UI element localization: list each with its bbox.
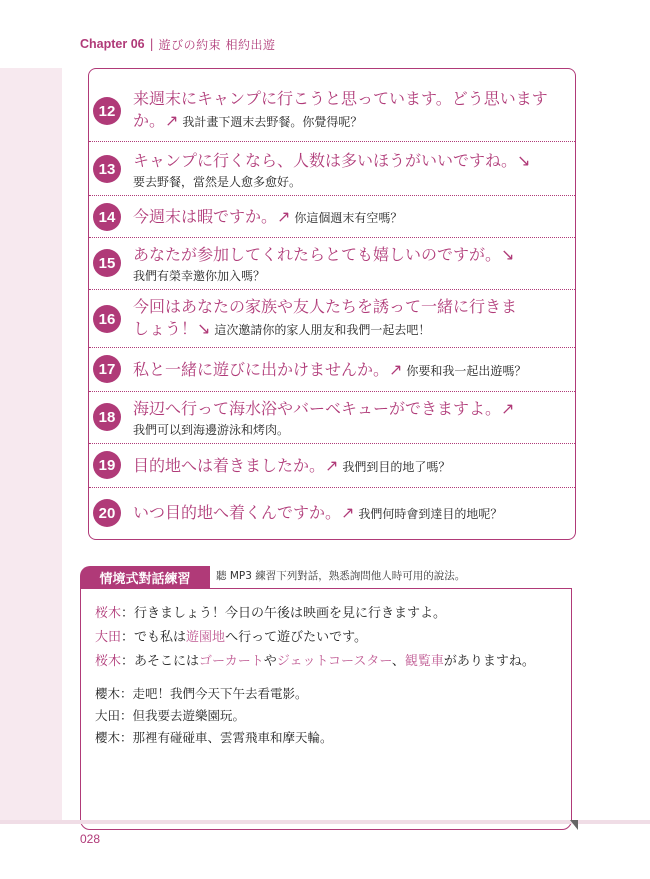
phrase-japanese — [133, 89, 567, 109]
phrase-item-12 — [89, 79, 575, 142]
dialog-text: あそこには — [134, 654, 200, 669]
dialog-zh-line-2 — [95, 707, 245, 725]
dialog-instruction: 聽 MP3 練習下列對話，熟悉詢問他人時可用的說法。 — [216, 570, 466, 582]
phrase-japanese-cont — [133, 319, 567, 340]
phrase-number: 13 — [98, 160, 116, 178]
speaker-colon: ： — [121, 654, 135, 669]
dialog-highlight: ジェットコースター — [276, 654, 392, 669]
phrase-japanese-line1: 私と一緒に遊びに出かけませんか。↗ — [133, 360, 403, 379]
phrase-item-17 — [89, 347, 575, 392]
phrase-number: 12 — [98, 102, 116, 120]
phrase-number-badge — [93, 355, 121, 383]
phrase-number: 16 — [98, 310, 116, 328]
phrase-japanese-line1: あなたが参加してくれたらとても嬉しいのですが。↘ — [133, 245, 515, 264]
side-band — [0, 68, 62, 820]
phrase-japanese — [133, 503, 567, 524]
page-number: 028 — [80, 832, 101, 846]
phrase-japanese — [133, 360, 567, 381]
phrase-number: 18 — [98, 408, 116, 426]
speaker-colon: ： — [120, 708, 133, 723]
phrase-number-badge — [93, 97, 121, 125]
phrase-chinese: 我們何時會到達目的地呢？ — [358, 507, 503, 521]
phrase-chinese: 我們可以到海邊游泳和烤肉。 — [133, 423, 290, 437]
phrase-japanese-line1: 今週末は暇ですか。↗ — [133, 207, 291, 226]
speaker-name: 大田 — [95, 708, 121, 723]
dialog-jp-line-2 — [95, 629, 367, 647]
chapter-number: Chapter 06 — [80, 37, 145, 51]
phrase-japanese — [133, 151, 567, 171]
phrase-item-15 — [89, 237, 575, 290]
phrase-japanese-line2: しょう！↘ — [133, 319, 211, 338]
dialog-section-label: 情境式對話練習 — [80, 566, 210, 588]
speaker-name: 桜木 — [95, 606, 122, 621]
dialog-jp-line-3 — [95, 653, 535, 671]
phrase-japanese-line1: 目的地へは着きましたか。↗ — [133, 456, 339, 475]
phrase-japanese-line1: キャンプに行くなら、人数は多いほうがいいですね。↘ — [133, 151, 531, 170]
dialog-text: 、 — [391, 654, 405, 669]
phrase-number: 19 — [98, 456, 116, 474]
dialog-text: でも私は — [134, 630, 187, 645]
dialog-highlight: 観覧車 — [404, 654, 444, 669]
speaker-colon: ： — [120, 730, 133, 745]
speaker-name: 桜木 — [95, 654, 122, 669]
phrase-number-badge — [93, 249, 121, 277]
dialog-box — [80, 588, 572, 830]
phrase-number-badge — [93, 451, 121, 479]
dialog-text: 但我要去遊樂園玩。 — [132, 708, 246, 723]
chapter-header — [80, 34, 275, 54]
phrase-number: 20 — [98, 504, 116, 522]
phrase-chinese: 我們到目的地了嗎？ — [342, 460, 451, 474]
phrase-chinese: 你要和我一起出遊嗎？ — [406, 364, 527, 378]
chapter-title: 遊びの約束 相約出遊 — [158, 37, 276, 52]
phrase-number: 15 — [98, 254, 116, 272]
dialog-highlight: ゴーカート — [199, 654, 264, 669]
phrase-japanese — [133, 456, 567, 477]
phrase-japanese — [133, 399, 567, 419]
phrase-chinese: 你這個週末有空嗎？ — [294, 211, 403, 225]
dialog-zh-line-1 — [95, 685, 308, 703]
phrase-chinese: 我計畫下週末去野餐。你覺得呢？ — [182, 115, 363, 129]
phrase-number: 14 — [98, 208, 116, 226]
phrase-list — [88, 68, 576, 540]
phrase-item-20 — [89, 487, 575, 537]
phrase-japanese — [133, 207, 567, 228]
speaker-name: 大田 — [95, 630, 122, 645]
phrase-number-badge — [93, 305, 121, 333]
phrase-japanese-line1: いつ目的地へ着くんですか。↗ — [133, 503, 355, 522]
speaker-name: 櫻木 — [95, 686, 121, 701]
page-corner-triangle — [570, 820, 578, 830]
dialog-text: 走吧！我們今天下午去看電影。 — [132, 686, 308, 701]
phrase-item-13 — [89, 141, 575, 196]
dialog-text: へ行って遊びたいです。 — [225, 630, 368, 645]
footer-band — [0, 820, 650, 824]
dialog-text: 那裡有碰碰車、雲霄飛車和摩天輪。 — [132, 730, 333, 745]
phrase-number: 17 — [98, 360, 116, 378]
speaker-colon: ： — [120, 686, 133, 701]
dialog-jp-line-1 — [95, 605, 446, 623]
dialog-zh-line-3 — [95, 729, 333, 747]
phrase-number-badge — [93, 499, 121, 527]
phrase-number-badge — [93, 203, 121, 231]
dialog-text: 行きましょう！今日の午後は映画を見に行きますよ。 — [134, 606, 447, 621]
dialog-text: がありますね。 — [443, 654, 535, 669]
phrase-number-badge — [93, 155, 121, 183]
phrase-chinese: 我們有榮幸邀你加入嗎？ — [133, 269, 266, 283]
dialog-highlight: 遊園地 — [186, 630, 226, 645]
phrase-japanese-cont — [133, 111, 567, 132]
dialog-text: や — [263, 654, 277, 669]
phrase-chinese: 這次邀請你的家人朋友和我們一起去吧！ — [214, 323, 431, 337]
phrase-japanese-line1: 来週末にキャンプに行こうと思っています。どう思います — [133, 89, 548, 108]
phrase-item-19 — [89, 443, 575, 488]
phrase-item-16 — [89, 289, 575, 348]
speaker-name: 櫻木 — [95, 730, 121, 745]
speaker-colon: ： — [121, 606, 135, 621]
phrase-number-badge — [93, 403, 121, 431]
phrase-japanese-line1: 海辺へ行って海水浴やバーベキューができますよ。↗ — [133, 399, 515, 418]
header-separator: | — [149, 37, 154, 51]
phrase-japanese-line1: 今回はあなたの家族や友人たちを誘って一緒に行きま — [133, 297, 518, 316]
phrase-item-18 — [89, 391, 575, 444]
phrase-japanese — [133, 245, 567, 265]
phrase-item-14 — [89, 195, 575, 238]
speaker-colon: ： — [121, 630, 135, 645]
phrase-japanese — [133, 297, 567, 317]
phrase-japanese-line2: か。↗ — [133, 111, 179, 130]
phrase-chinese: 要去野餐，當然是人愈多愈好。 — [133, 175, 302, 189]
